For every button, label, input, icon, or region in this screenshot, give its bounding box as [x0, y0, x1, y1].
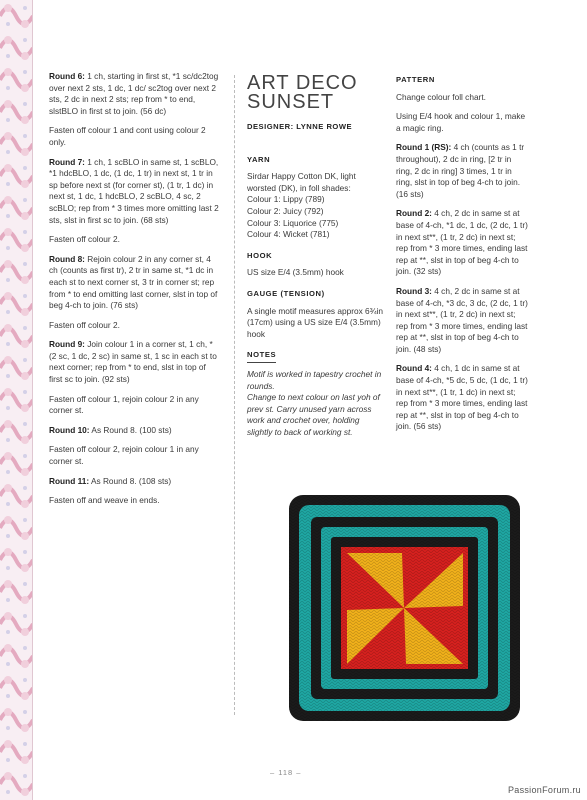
pattern-intro: Using E/4 hook and colour 1, make a magic ring. — [396, 111, 526, 133]
pattern-heading: PATTERN — [396, 75, 435, 84]
round-2-paragraph: Round 2: 4 ch, 2 dc in same st at base of 4-ch, *1 dc, 1 dc, (2 dc, 1 tr) in next st**, (1 tr, 2 dc) in next st; rep from * 3 more times, ending last rep at **, slst in top of beg 4-ch to join. (32 sts) — [396, 208, 528, 277]
pattern-column — [396, 74, 529, 441]
notes-text: Motif is worked in tapestry crochet in rounds. — [247, 368, 382, 391]
yarn-shade: Colour 2: Juicy (792) — [247, 205, 324, 216]
fasten-off-paragraph: Fasten off colour 1, rejoin colour 2 in any corner st. — [49, 393, 199, 416]
round-11-paragraph: Round 11: As Round 8. (108 sts) — [49, 475, 172, 486]
notes-text: Change to next colour on last yoh of prev st. Carry unused yarn across work and crochet over, holding slightly to back of working st. — [247, 392, 380, 437]
round-9-paragraph: Round 9: Join colour 1 in a corner st, 1 ch, *(2 sc, 1 dc, 2 sc) in same st, 1 sc in each st to next corner; rep from * to end, slst in top of first sc to join. (92 sts) — [49, 339, 217, 385]
fasten-off-paragraph: Fasten off colour 2, rejoin colour 1 in any corner st. — [49, 444, 199, 467]
crochet-motif-illustration — [287, 493, 522, 723]
crochet-motif-photo — [287, 493, 522, 723]
round-8-paragraph: Round 8: Rejoin colour 2 in any corner st, 4 ch (counts as first tr), 2 tr in same st, *1 dc in each st to next corner st, 3 tr in corner st; rep from * to end omitting last corner, slst in top of beg 4-ch to join. (76 sts) — [49, 253, 218, 311]
fasten-off-paragraph: Fasten off colour 2. — [49, 319, 120, 330]
gauge-text: A single motif measures approx 6¾in (17cm) using a US size E/4 (3.5mm) hook — [247, 305, 384, 339]
yarn-heading: YARN — [247, 154, 271, 164]
fasten-off-paragraph: Fasten off colour 2. — [49, 234, 120, 245]
yarn-intro: Sirdar Happy Cotton DK, light worsted (DK), in foll shades: — [247, 171, 356, 193]
yarn-shade: Colour 3: Liquorice (775) — [247, 217, 339, 228]
round-10-paragraph: Round 10: As Round 8. (100 sts) — [49, 424, 172, 435]
column-divider — [234, 75, 235, 715]
gauge-heading: GAUGE (TENSION) — [247, 288, 325, 298]
yarn-shade: Colour 1: Lippy (789) — [247, 194, 325, 205]
yarn-shade: Colour 4: Wicket (781) — [247, 229, 330, 240]
watermark: PassionForum.ru — [507, 785, 581, 795]
round-1-paragraph: Round 1 (RS): 4 ch (counts as 1 tr throughout), 2 dc in ring, [2 tr in ring, 2 dc in ring] 3 times, 1 tr in ring, slst in top of beg 4-ch to join. (16 sts) — [396, 142, 525, 199]
hook-heading: HOOK — [247, 250, 273, 260]
page-title: ART DECO SUNSET — [247, 72, 358, 113]
round-3-paragraph: Round 3: 4 ch, 2 dc in same st at base of 4-ch, *3 dc, 3 dc, (2 dc, 1 tr) in next st**, (1 tr, 2 dc) in next st; rep from * 3 more times, ending last rep at **, slst in top of beg 4-ch to join. (48 sts) — [396, 285, 528, 354]
round-4-paragraph: Round 4: 4 ch, 1 dc in same st at base of 4-ch, *5 dc, 5 dc, (1 dc, 1 tr) in next st**, (1 tr, 1 dc) in next st; rep from * 3 more times, ending last rep at **, slst in top of beg 4-ch to join. (56 sts) — [396, 363, 528, 432]
info-column — [247, 74, 387, 438]
instructions-column-left — [49, 71, 219, 515]
notes-heading: NOTES — [247, 349, 387, 363]
fasten-off-paragraph: Fasten off and weave in ends. — [49, 495, 160, 506]
designer-credit: DESIGNER: LYNNE ROWE — [247, 122, 353, 131]
decorative-border — [0, 0, 33, 800]
hook-text: US size E/4 (3.5mm) hook — [247, 267, 344, 278]
page-number: – 118 – — [270, 768, 302, 777]
fasten-off-paragraph: Fasten off colour 1 and cont using colour 2 only. — [49, 125, 206, 147]
round-7-paragraph: Round 7: 1 ch, 1 scBLO in same st, 1 scBLO, *1 hdcBLO, 1 dc, (1 dc, 1 tr) in next st, 1 tr in sp before next st (for corner st), (1 tr, 1 dc) in next st, 1 dc, 1 hdcBLO, 2 scBLO, 4 sc, 2 scBLO; rep from * 3 times more omitting last 2 sts, slst in first sc to join. (68 sts) — [49, 156, 219, 225]
round-6-paragraph: Round 6: 1 ch, starting in first st, *1 sc/dc2tog over next 2 sts, 1 dc, 1 dc/ sc2tog over next 2 sts, 2 dc in next 2 sts; rep from * to end, slstBLO in first st to join. (56 dc) — [49, 71, 219, 116]
pattern-intro: Change colour foll chart. — [396, 91, 486, 102]
pattern-border-graphic — [0, 0, 33, 800]
